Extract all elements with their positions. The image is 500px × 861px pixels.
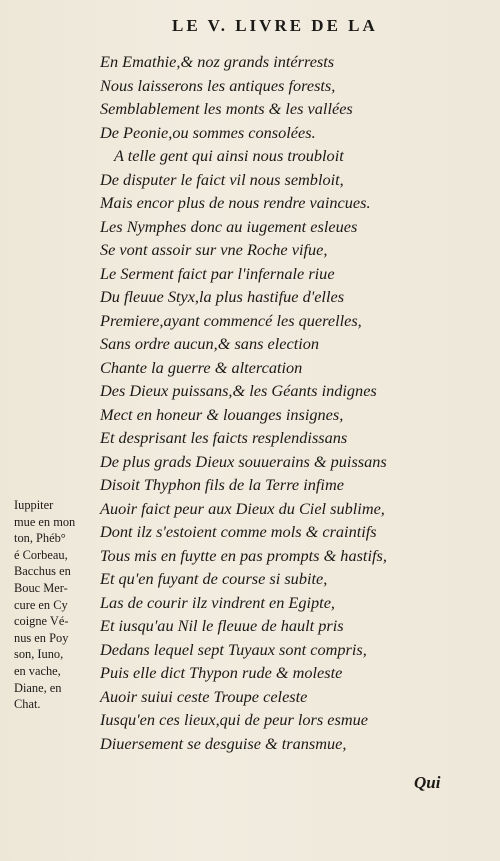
verse-line: Chante la guerre & altercation bbox=[100, 357, 303, 377]
verse-line: Diuersement se desguise & transmue, bbox=[100, 733, 347, 753]
marginal-note-line: Bacchus en bbox=[14, 564, 71, 579]
marginal-note-line: en vache, bbox=[14, 663, 61, 678]
verse-line: Semblablement les monts & les vallées bbox=[100, 99, 353, 118]
marginal-note-line: Chat. bbox=[14, 697, 41, 712]
verse-line: Le Serment faict par l'infernale riue bbox=[100, 263, 335, 283]
verse-line: Auoir suiui ceste Troupe celeste bbox=[100, 686, 308, 706]
verse-line: Auoir faict peur aux Dieux du Ciel sublime, bbox=[100, 498, 385, 518]
marginal-note-line: cure en Cy bbox=[14, 597, 68, 612]
verse-line: Disoit Thyphon fils de la Terre infime bbox=[100, 475, 344, 494]
verse-line: Puis elle dict Thypon rude & moleste bbox=[100, 663, 343, 682]
verse-line: Mect en honeur & louanges insignes, bbox=[100, 404, 344, 424]
verse-line: Du fleuue Styx,la plus hastifue d'elles bbox=[100, 287, 345, 306]
running-header: LE V. LIVRE DE LA bbox=[172, 16, 378, 35]
marginal-note-line: mue en mon bbox=[14, 514, 76, 529]
verse-line: Iusqu'en ces lieux,qui de peur lors esmue bbox=[100, 710, 368, 729]
verse-line: Les Nymphes donc au iugement esleues bbox=[100, 216, 358, 236]
verse-line: Tous mis en fuytte en pas prompts & hastifs, bbox=[100, 545, 387, 565]
verse-line: Se vont assoir sur vne Roche vifue, bbox=[100, 240, 328, 259]
catchword: Qui bbox=[414, 773, 441, 792]
marginal-note bbox=[14, 497, 100, 713]
verse-line: Nous laisserons les antiques forests, bbox=[100, 75, 336, 95]
verse-line: Premiere,ayant commencé les querelles, bbox=[100, 310, 362, 330]
verse-line: De plus grads Dieux souuerains & puissans bbox=[100, 451, 387, 471]
verse-line: De Peonie,ou sommes consolées. bbox=[100, 122, 316, 142]
verse-line: Dont ilz s'estoient comme mols & craintifs bbox=[100, 522, 377, 541]
verse-line: Dedans lequel sept Tuyaux sont compris, bbox=[100, 639, 367, 659]
marginal-note-line: é Corbeau, bbox=[14, 547, 68, 562]
verse-line: Las de courir ilz vindrent en Egipte, bbox=[100, 592, 335, 612]
verse-line: Sans ordre aucun,& sans election bbox=[100, 334, 320, 353]
marginal-note-line: Iuppiter bbox=[14, 498, 54, 512]
verse-line: Et qu'en fuyant de course si subite, bbox=[100, 569, 328, 588]
verse-line: En Emathie,& noz grands intérrests bbox=[100, 52, 335, 71]
marginal-note-line: Diane, en bbox=[14, 680, 62, 695]
marginal-note-line: coigne Vé- bbox=[14, 614, 69, 629]
verse-line: Des Dieux puissans,& les Géants indignes bbox=[100, 381, 377, 400]
marginal-note-line: ton, Phéb° bbox=[14, 531, 66, 546]
marginal-note-line: nus en Poy bbox=[14, 630, 69, 645]
verse-line: Et iusqu'au Nil le fleuue de hault pris bbox=[100, 616, 344, 635]
verse-line: A telle gent qui ainsi nous troubloit bbox=[114, 146, 344, 165]
marginal-note-line: Bouc Mer- bbox=[14, 580, 68, 595]
verse-line: Mais encor plus de nous rendre vaincues. bbox=[100, 193, 371, 212]
verse-line: Et desprisant les faicts resplendissans bbox=[100, 428, 348, 447]
verse-line: De disputer le faict vil nous sembloit, bbox=[100, 169, 344, 189]
marginal-note-line: son, Iuno, bbox=[14, 647, 64, 662]
poem-text bbox=[100, 50, 495, 755]
